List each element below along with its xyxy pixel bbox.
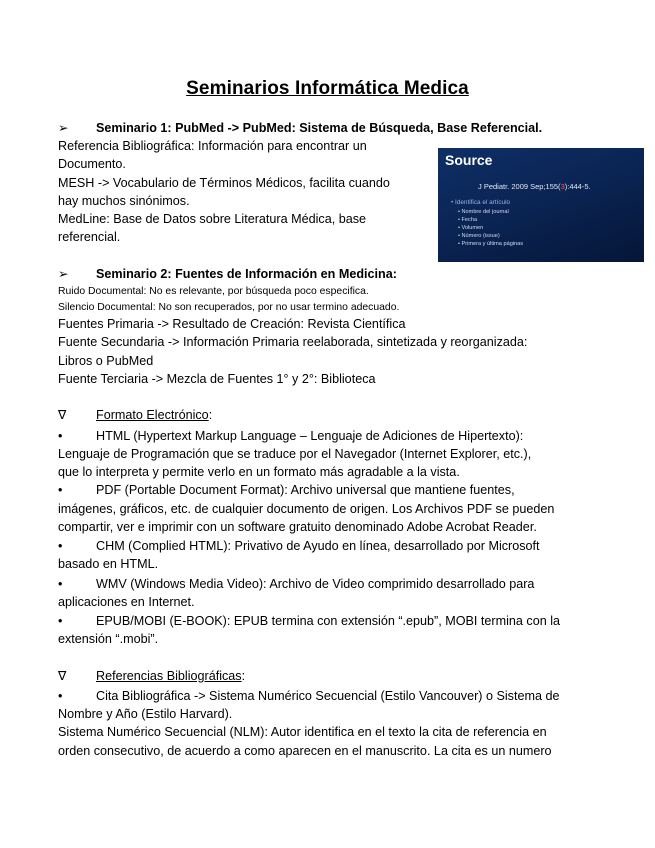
pdf-item: PDF (Portable Document Format): Archivo universal que mantiene fuentes, [96,483,515,497]
seminar2-line: Fuente Secundaria -> Información Primaria reelaborada, sintetizada y reorganizada: [58,335,528,349]
formato-heading: Formato Electrónico: [96,408,213,422]
chm-item: CHM (Complied HTML): Privativo de Ayudo en línea, desarrollado por Microsoft [96,539,540,553]
seminar1-line: MESH -> Vocabulario de Términos Médicos, facilita cuando [58,176,390,190]
referencias-line: orden consecutivo, de acuerdo a como aparecen en el manuscrito. La cita es un numero [58,744,552,758]
referencias-line: Sistema Numérico Secuencial (NLM): Autor identifica en el texto la cita de referencia en [58,725,547,739]
bullet-icon: • [58,689,63,703]
slide-citation: J Pediatr. 2009 Sep;155(3):444-5. [478,182,591,191]
slide-title: Source [445,152,493,168]
cita-item: Cita Bibliográfica -> Sistema Numérico Secuencial (Estilo Vancouver) o Sistema de [96,689,560,703]
slide-item: • Nombre del journal [458,209,509,215]
arrow-marker: ➢ [58,267,69,281]
arrow-marker: ➢ [58,121,69,135]
pdf-item-cont: compartir, ver e imprimir con un software gratuito denominado Adobe Acrobat Reader. [58,520,537,534]
seminar2-small-line: Ruido Documental: No es relevante, por búsqueda poco especifica. [58,286,369,297]
epub-item: EPUB/MOBI (E-BOOK): EPUB termina con extensión “.epub”, MOBI termina con la [96,614,561,628]
seminar1-line: referencial. [58,230,121,244]
seminar2-small-line: Silencio Documental: No son recuperados, por no usar termino adecuado. [58,302,400,313]
page-title: Seminarios Informática Medica [186,78,469,99]
seminar1-heading: Seminario 1: PubMed -> PubMed: Sistema de Búsqueda, Base Referencial. [96,121,543,135]
html-item-cont: que lo interpreta y permite verlo en un formato más agradable a la vista. [58,465,460,479]
bullet-icon: • [58,577,63,591]
seminar2-line: Fuente Terciaria -> Mezcla de Fuentes 1° y 2°: Biblioteca [58,372,376,386]
pdf-item-cont: imágenes, gráficos, etc. de cualquier documento de origen. Los Archivos PDF se pueden [58,502,555,516]
wmv-item: WMV (Windows Media Video): Archivo de Video comprimido desarrollado para [96,577,535,591]
slide-item: • Volumen [458,225,484,231]
seminar1-line: hay muchos sinónimos. [58,194,190,208]
html-item: HTML (Hypertext Markup Language – Lenguaje de Adiciones de Hipertexto): [96,429,524,443]
bullet-icon: • [58,483,63,497]
seminar2-line: Fuentes Primaria -> Resultado de Creación: Revista Científica [58,317,406,331]
cita-item-cont: Nombre y Año (Estilo Harvard). [58,707,233,721]
seminar2-heading: Seminario 2: Fuentes de Información en Medicina: [96,267,397,281]
slide-item: • Primera y última páginas [458,241,524,247]
slide-item: • Fecha [458,217,478,223]
bullet-icon: • [58,539,63,553]
triangle-marker: ∇ [58,408,67,422]
source-slide-image [438,148,644,262]
epub-item-cont: extensión “.mobi”. [58,632,159,646]
slide-item: • Número (issue) [458,233,500,239]
bullet-icon: • [58,614,63,628]
wmv-item-cont: aplicaciones en Internet. [58,595,195,609]
seminar1-line: MedLine: Base de Datos sobre Literatura Médica, base [58,212,367,226]
chm-item-cont: basado en HTML. [58,557,159,571]
referencias-heading: Referencias Bibliográficas: [96,669,246,683]
seminar1-line: Documento. [58,157,126,171]
seminar2-line: Libros o PubMed [58,354,154,368]
html-item-cont: Lenguaje de Programación que se traduce por el Navegador (Internet Explorer, etc.), [58,447,532,461]
triangle-marker: ∇ [58,669,67,683]
slide-subtitle: • Identifica el artículo [451,199,511,206]
seminar1-line: Referencia Bibliográfica: Información para encontrar un [58,139,367,153]
bullet-icon: • [58,429,63,443]
